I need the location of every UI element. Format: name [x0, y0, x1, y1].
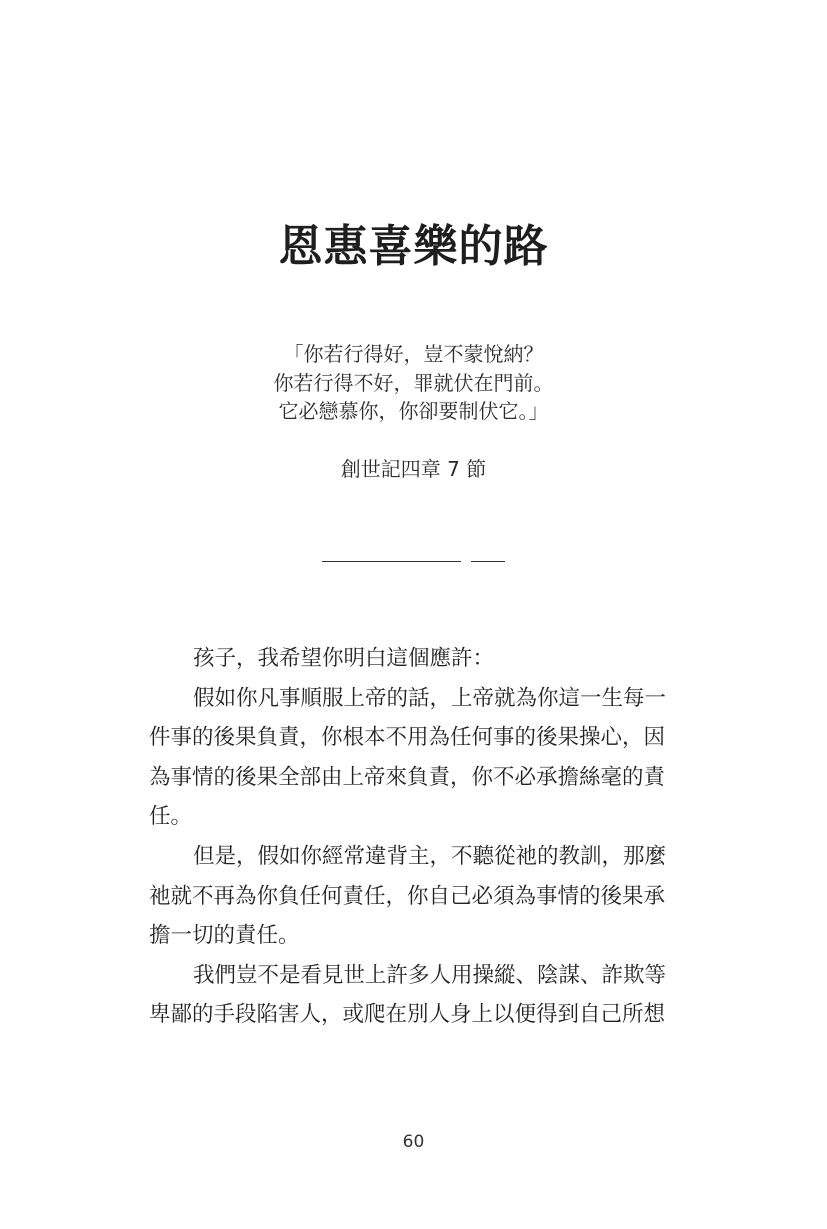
- paragraph-line: 卑鄙的手段陷害人，或爬在別人身上以便得到自己所想: [149, 1002, 666, 1028]
- divider-long: [322, 561, 461, 562]
- epigraph-line: 你若行得不好，罪就伏在門前。: [273, 370, 554, 395]
- paragraph-line: 但是，假如你經常違背主，不聽從祂的教訓，那麼: [193, 843, 667, 869]
- paragraph-line: 任。: [149, 804, 193, 830]
- scripture-reference: 創世記四章 7 節: [340, 457, 487, 481]
- paragraph-line: 為事情的後果全部由上帝來負責，你不必承擔絲毫的責: [149, 764, 666, 790]
- epigraph-line: 「你若行得好，豈不蒙悅納？: [283, 342, 544, 366]
- page-number: 60: [402, 1132, 425, 1152]
- paragraph-line: 孩子，我希望你明白這個應許：: [193, 646, 495, 671]
- paragraph-line: 假如你凡事順服上帝的話，上帝就為你這一生每一: [193, 685, 667, 711]
- body-text: [149, 639, 680, 1035]
- chapter-title: 恩惠喜樂的路: [278, 221, 549, 272]
- paragraph-line: 我們豈不是看見世上許多人用操縱、陰謀、詐欺等: [193, 962, 667, 988]
- paragraph-line: 擔一切的責任。: [149, 923, 300, 949]
- divider-short: [471, 561, 505, 562]
- paragraph-line: 祂就不再為你負任何責任，你自己必須為事情的後果承: [149, 883, 666, 909]
- paragraph-line: 件事的後果負責，你根本不用為任何事的後果操心，因: [149, 725, 666, 751]
- epigraph-line: 它必戀慕你，你卻要制伏它。」: [278, 399, 549, 423]
- epigraph-quote: [0, 340, 827, 426]
